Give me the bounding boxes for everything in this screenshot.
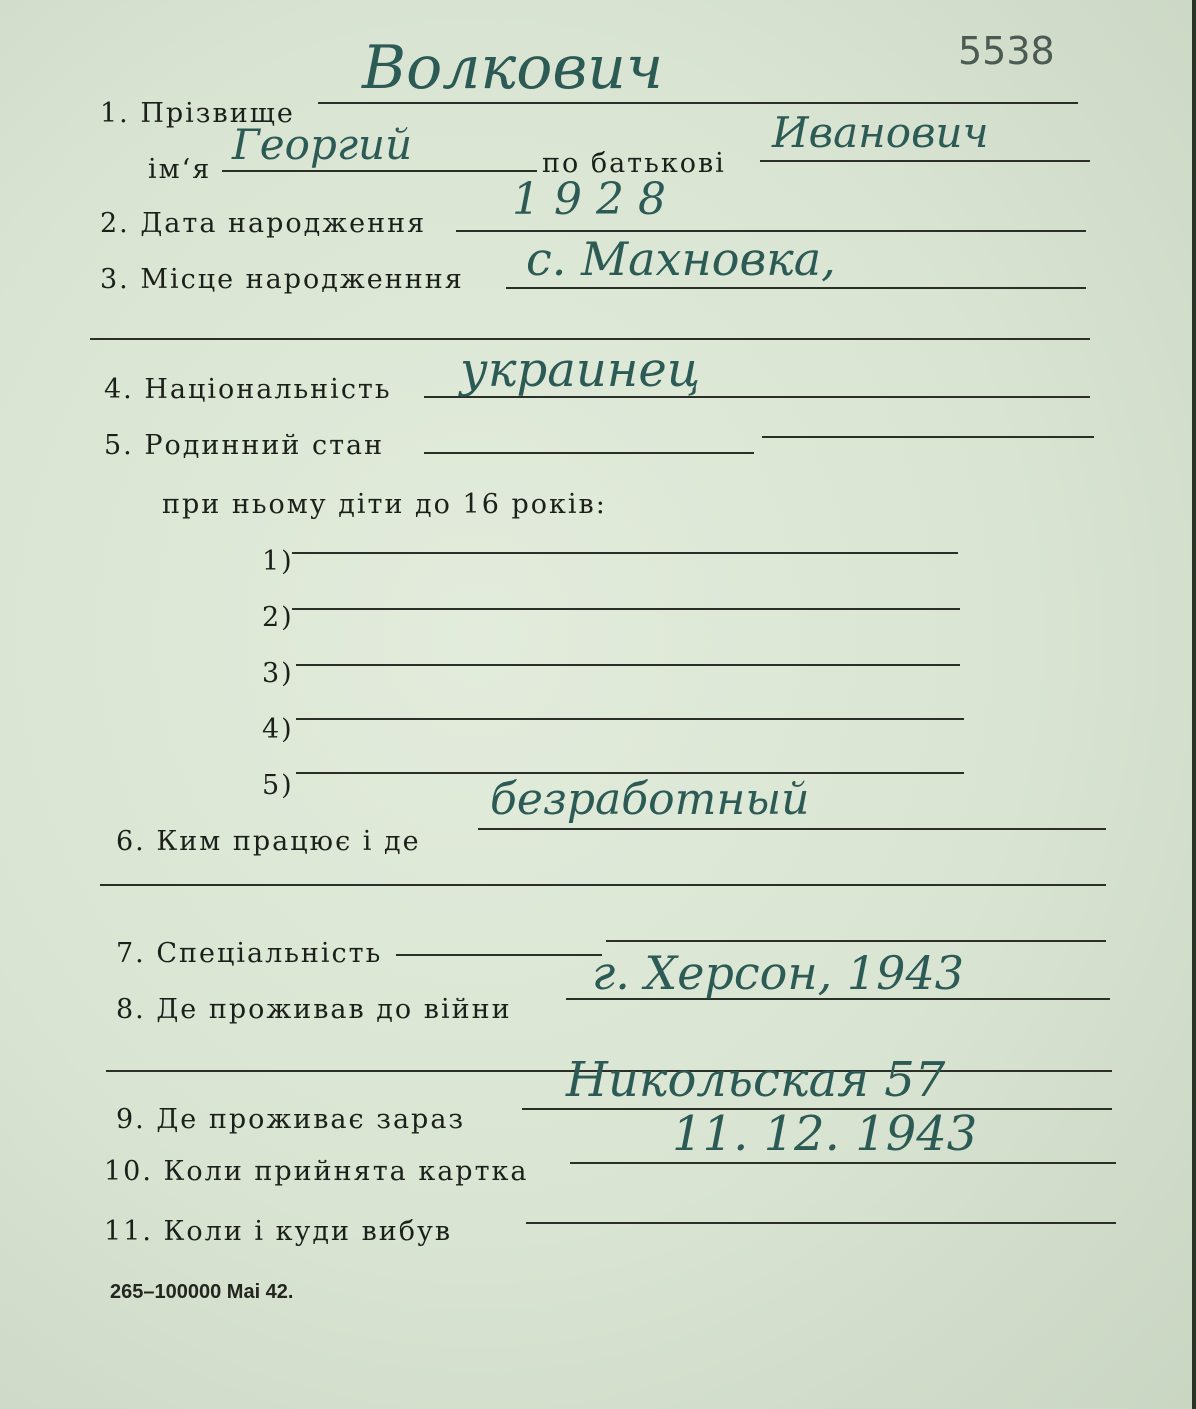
children-header: при ньому діти до 16 років: — [162, 489, 607, 520]
field-accepted-label: 10. Коли прийнята картка — [104, 1156, 529, 1187]
field-surname-label: 1. Прізвище — [100, 98, 295, 129]
field-first-name-label: ім‘я — [148, 154, 212, 185]
field-accepted-value: 11. 12. 1943 — [672, 1106, 978, 1162]
field-specialty-line — [606, 940, 1106, 942]
field-prewar-value: г. Херсон, 1943 — [592, 946, 964, 1000]
field-first-name-line — [222, 170, 537, 172]
field-occupation-line — [478, 828, 1106, 830]
field-birth-date-label: 2. Дата народження — [100, 208, 427, 239]
field-occupation-label: 6. Ким працює і де — [116, 826, 421, 857]
child-5-label: 5) — [262, 770, 294, 801]
field-surname-value: Волкович — [362, 33, 664, 103]
blank-line — [90, 338, 1090, 340]
field-nationality-label: 4. Національність — [104, 374, 392, 405]
field-current-label: 9. Де проживає зараз — [116, 1104, 466, 1135]
field-specialty-line — [396, 954, 602, 956]
child-line — [292, 552, 958, 554]
field-current-value: Никольская 57 — [566, 1052, 946, 1108]
field-first-name-value: Георгий — [232, 120, 413, 169]
child-line — [292, 608, 960, 610]
child-2-label: 2) — [262, 602, 294, 633]
blank-line — [100, 884, 1106, 886]
child-1-label: 1) — [262, 546, 294, 577]
field-patronymic-label: по батькові — [542, 148, 726, 179]
field-patronymic-value: Иванович — [772, 108, 989, 157]
field-marital-label: 5. Родинний стан — [104, 430, 385, 461]
field-birth-place-value: с. Махновка, — [526, 232, 836, 286]
child-line — [296, 718, 964, 720]
print-imprint: 265–100000 Mai 42. — [110, 1281, 294, 1303]
field-birth-place-label: 3. Місце народженння — [100, 264, 464, 295]
field-patronymic-line — [760, 160, 1090, 162]
field-birth-date-value: 1928 — [512, 174, 680, 225]
field-marital-line — [762, 436, 1094, 438]
card-number: 5538 — [958, 29, 1055, 73]
field-accepted-line — [570, 1162, 1116, 1164]
field-occupation-value: безработный — [490, 774, 810, 825]
field-nationality-value: украинец — [460, 342, 701, 398]
field-departed-line — [526, 1222, 1116, 1224]
child-line — [296, 664, 960, 666]
field-departed-label: 11. Коли і куди вибув — [104, 1216, 453, 1247]
field-birth-place-line — [506, 287, 1086, 289]
field-specialty-label: 7. Спеціальність — [116, 938, 383, 969]
field-prewar-label: 8. Де проживав до війни — [116, 994, 512, 1025]
child-3-label: 3) — [262, 658, 294, 689]
field-marital-line — [424, 452, 754, 454]
child-4-label: 4) — [262, 714, 294, 745]
